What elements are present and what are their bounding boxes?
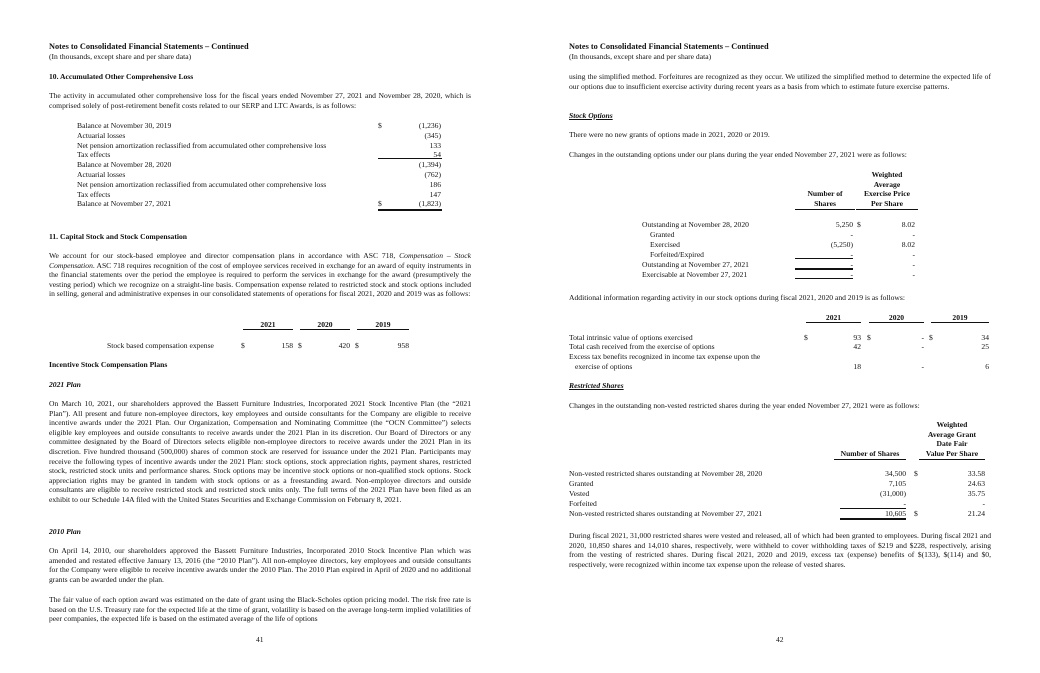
restricted-changes-text: Changes in the outstanding non-vested restricted shares during the year ended November 27, 2021 were as follows: — [569, 401, 920, 410]
rs-row-shares: - — [903, 499, 906, 508]
comp-value-2019: 958 — [397, 341, 409, 350]
rs-row-value: 35.75 — [967, 489, 985, 498]
plan-2021-text: On March 10, 2021, our shareholders approved the Bassett Furniture Industries, Incorporated 2021 Stock Incentive Plan (the “2021 Plan”). All present and future non-employee directors, key employees and outside consultants for the Company are eligible to receive incentive awards under the 2021 Plan. Our Organization, Compensation and Nominating Committee (the “OCN Committee”) selects eligible key employees and outside consultants to receive awards under the 2021 Plan in its discretion. Our Board of Directors or any committee designated by the Board of Directors selects eligible non-employee directors to receive awards under the 2021 Plan in its discretion. Five hundred thousand (500,000) shares of common stock are reserved for issuance under the 2021 Plan. Participants may receive the following types of incentive awards under the 2021 Plan: stock options, stock appreciation rights, payment shares, restricted stock, restricted stock units and performance shares. Stock options may be incentive stock options or non-qualified stock options. Stock appreciation rights may be granted in tandem with stock options or as a freestanding award. Non-employee directors and outside consultants are eligible to receive restricted stock and restricted stock units only. The full terms of the 2021 Plan have been filed as an exhibit to our Schedule 14A filed with the United States Securities and Exchange Commission on February 8, 2021. — [49, 399, 471, 504]
stock-options-heading: Stock Options — [569, 111, 613, 120]
section-11-intro: We account for our stock-based employee and director compensation plans in accordance with ASC 718, Compensation – Stock Compensation. ASC 718 requires recognition of the cost of employee services received in exchange for an award of equity instruments in the financial statements over the period the employee is required to perform the services in exchange for the award (presumptively the vesting period) which we recognize on a straight-line basis. Compensation expense related to restricted stock and stock options included in selling, general and administrative expenses in our consolidated statements of operations for fiscal 2021, 2020 and 2019 was as follows: — [49, 251, 471, 299]
left-header-title: Notes to Consolidated Financial Statements – Continued — [49, 42, 249, 51]
rs-row-value: 33.58 — [967, 469, 985, 478]
rs-row-label: Vested — [569, 489, 590, 498]
comp-label: Stock based compensation expense — [107, 341, 214, 350]
aocl-row-label: Balance at November 30, 2019 — [77, 121, 172, 130]
rs-row-value: 24.63 — [967, 479, 985, 488]
options-row-shares: (5,250) — [830, 240, 853, 249]
add-row-value: 6 — [985, 362, 989, 371]
aocl-row-value: (762) — [424, 170, 441, 179]
opt-col1-h1: Number of — [807, 189, 843, 198]
comp-year-line — [300, 329, 350, 330]
rs-col2-h1: Weighted — [936, 420, 968, 429]
add-row-value: - — [921, 342, 924, 351]
rs-col1-header: Number of Shares — [834, 449, 906, 460]
add-row-currency: $ — [804, 333, 808, 342]
right-intro: using the simplified method. Forfeitures are recognized as they occur. We utilized the simplified method to determine the expected life of our options due to insufficient exercise activity during recent years as a basis from which to estimate future exercise patterns. — [569, 72, 991, 91]
plan-2010-text: On April 14, 2010, our shareholders approved the Bassett Furniture Industries, Incorporated 2010 Stock Incentive Plan which was amended and restated effective January 13, 2016 (the “2010 Plan”). All non-employee directors, key employees and outside consultants for the Company were eligible to receive incentive awards under the 2010 Plan. The 2010 Plan expired in April of 2020 and no additional grants can be awarded under the plan. — [49, 546, 471, 584]
add-row-value: - — [921, 333, 924, 342]
options-row-shares: - — [850, 250, 853, 259]
aocl-row-label: Actuarial losses — [77, 130, 126, 140]
add-row-value: 93 — [853, 333, 861, 342]
rs-row-label: Non-vested restricted shares outstanding at November 27, 2021 — [569, 509, 763, 518]
aocl-row-value: (1,236) — [418, 121, 441, 130]
page-number: 41 — [256, 635, 264, 644]
aocl-row-value: (1,394) — [418, 160, 441, 170]
add-row-value: 25 — [981, 342, 989, 351]
add-row-currency: $ — [929, 333, 933, 342]
options-row-shares: - — [850, 270, 853, 279]
aocl-row-value: (1,823) — [418, 199, 441, 209]
opt-exercisable-line — [795, 278, 853, 279]
comp-currency: $ — [298, 341, 302, 350]
options-row-shares: - — [850, 230, 853, 239]
add-row-currency: $ — [867, 333, 871, 342]
rs-row-label: Granted — [569, 479, 594, 488]
add-row-value: 34 — [981, 333, 989, 342]
rs-row-currency: $ — [914, 509, 918, 518]
aocl-row-label: Net pension amortization reclassified from accumulated other comprehensive loss — [77, 179, 327, 189]
options-row-shares: - — [850, 260, 853, 269]
rs-col2-h3: Date Fair — [936, 439, 968, 448]
rs-row-shares: (31,000) — [880, 489, 906, 498]
rs-col2-h4: Value Per Share — [919, 449, 985, 460]
opt-col1-h2: Shares — [795, 199, 855, 210]
aocl-row-value: (345) — [424, 130, 441, 140]
right-header-subtitle: (In thousands, except share and per share data) — [569, 52, 712, 61]
section-10-heading: 10. Accumulated Other Comprehensive Loss — [49, 72, 194, 81]
rs-row-shares: 34,500 — [885, 469, 906, 478]
add-year-2019: 2019 — [952, 313, 968, 322]
rs-row-currency: $ — [914, 469, 918, 478]
aocl-row-value: 54 — [433, 150, 441, 160]
plan-2010-heading: 2010 Plan — [49, 527, 81, 536]
options-row-label: Exercised — [650, 240, 680, 249]
opt-col2-h3: Exercise Price — [863, 189, 911, 198]
plan-2021-heading: 2021 Plan — [49, 380, 81, 389]
fair-value-text: The fair value of each option award was estimated on the date of grant using the Black-Scholes option pricing model. The risk free rate is based on the U.S. Treasury rate for the expected life at the time of grant, volatility is based on the average long-term implied volatilities of peer companies, the expected life is based on the estimated average of the life of options — [49, 595, 471, 624]
rs-row-label: Forfeited — [569, 499, 597, 508]
rs-row-value: - — [982, 499, 985, 508]
rs-row-shares: 10,605 — [885, 509, 906, 518]
options-row-price: 8.02 — [901, 220, 915, 229]
opt-total-line — [795, 268, 853, 270]
aocl-subtotal-line — [378, 158, 442, 159]
comp-value-2020: 420 — [338, 341, 350, 350]
aocl-row-label: Balance at November 27, 2021 — [77, 199, 172, 209]
aocl-row-currency: $ — [378, 121, 382, 130]
options-row-price: - — [912, 250, 915, 259]
aocl-row-label: Tax effects — [77, 150, 111, 160]
aocl-row-label: Tax effects — [77, 189, 111, 199]
aocl-row-label: Actuarial losses — [77, 170, 126, 179]
rs-row-label: Non-vested restricted shares outstanding at November 28, 2020 — [569, 469, 763, 478]
page-number: 42 — [776, 635, 784, 644]
comp-year-line — [243, 329, 293, 330]
add-row-value: 42 — [853, 342, 861, 351]
add-year-line — [931, 322, 989, 323]
right-page — [520, 0, 1040, 673]
options-row-label: Outstanding at November 28, 2020 — [642, 220, 749, 229]
add-row-label: Total intrinsic value of options exercised — [569, 333, 693, 342]
opt-subtotal-line — [795, 258, 853, 259]
comp-year-2021: 2021 — [260, 320, 276, 329]
add-row-label: exercise of options — [575, 362, 633, 371]
add-year-line — [806, 322, 861, 323]
restricted-shares-heading: Restricted Shares — [569, 381, 624, 390]
rs-row-value: 21.24 — [967, 509, 985, 518]
opt-col2-h1: Weighted — [871, 170, 903, 179]
aocl-row-value: 186 — [429, 179, 441, 189]
options-row-label: Forfeited/Expired — [650, 250, 704, 259]
comp-year-line — [357, 329, 409, 330]
aocl-row-value: 133 — [429, 140, 441, 150]
options-row-price: 8.02 — [901, 240, 915, 249]
comp-value-2021: 158 — [281, 341, 293, 350]
options-row-label: Outstanding at November 27, 2021 — [642, 260, 749, 269]
isc-heading: Incentive Stock Compensation Plans — [49, 360, 168, 369]
section-11-heading: 11. Capital Stock and Stock Compensation — [49, 232, 187, 241]
additional-info-text: Additional information regarding activity in our stock options during fiscal 2021, 2020 and 2019 is as follows: — [569, 293, 905, 302]
closing-text: During fiscal 2021, 31,000 restricted shares were vested and released, all of which had been granted to employees. During fiscal 2021 and 2020, 10,850 shares and 14,010 shares, respectively, were withheld to cover withholding taxes of $219 and $228, respectively, arising from the vesting of restricted shares. During fiscal 2021, 2020 and 2019, excess tax (expense) benefits of $(133), $(114) and $0, respectively, were recognized within income tax expense upon the release of vested shares. — [569, 531, 991, 569]
add-year-2021: 2021 — [825, 313, 842, 322]
no-grants-text: There were no new grants of options made in 2021, 2020 or 2019. — [569, 130, 770, 139]
opt-col2-h4: Per Share — [856, 199, 918, 210]
add-year-2020: 2020 — [888, 313, 905, 322]
add-year-line — [869, 322, 924, 323]
aocl-row-label: Balance at November 28, 2020 — [77, 160, 172, 170]
options-row-currency: $ — [857, 220, 861, 229]
comp-year-2019: 2019 — [375, 320, 391, 329]
right-header-title: Notes to Consolidated Financial Statements – Continued — [569, 42, 769, 51]
comp-year-2020: 2020 — [317, 320, 333, 329]
section-10-intro: The activity in accumulated other comprehensive loss for the fiscal years ended November 27, 2021 and November 28, 2020, which is comprised solely of post-retirement benefit costs related to our SERP and LTC Awards, is as follows: — [49, 91, 471, 110]
rs-total-line — [840, 518, 906, 520]
add-row-label: Total cash received from the exercise of options — [569, 342, 715, 351]
rs-col2-h2: Average Grant — [927, 430, 977, 439]
options-row-label: Exercisable at November 27, 2021 — [642, 270, 748, 279]
options-row-price: - — [912, 260, 915, 269]
options-row-label: Granted — [650, 230, 675, 239]
add-row-label: Excess tax benefits recognized in income tax expense upon the — [569, 352, 761, 361]
options-changes-text: Changes in the outstanding options under our plans during the year ended November 27, 2021 were as follows: — [569, 150, 907, 159]
comp-currency: $ — [241, 341, 245, 350]
aocl-row-currency: $ — [378, 199, 382, 209]
options-row-price: - — [912, 270, 915, 279]
aocl-row-label: Net pension amortization reclassified from accumulated other comprehensive loss — [77, 140, 327, 150]
aocl-total-line — [378, 209, 442, 211]
options-row-shares: 5,250 — [835, 220, 853, 229]
comp-currency: $ — [355, 341, 359, 350]
options-row-price: - — [912, 230, 915, 239]
add-row-value: 18 — [853, 362, 861, 371]
add-row-value: - — [921, 362, 924, 371]
rs-row-shares: 7,105 — [888, 479, 906, 488]
aocl-row-value: 147 — [429, 189, 441, 199]
opt-col2-h2: Average — [873, 180, 901, 189]
left-header-subtitle: (In thousands, except share and per share data) — [49, 52, 192, 61]
rs-subtotal-line — [840, 508, 906, 509]
